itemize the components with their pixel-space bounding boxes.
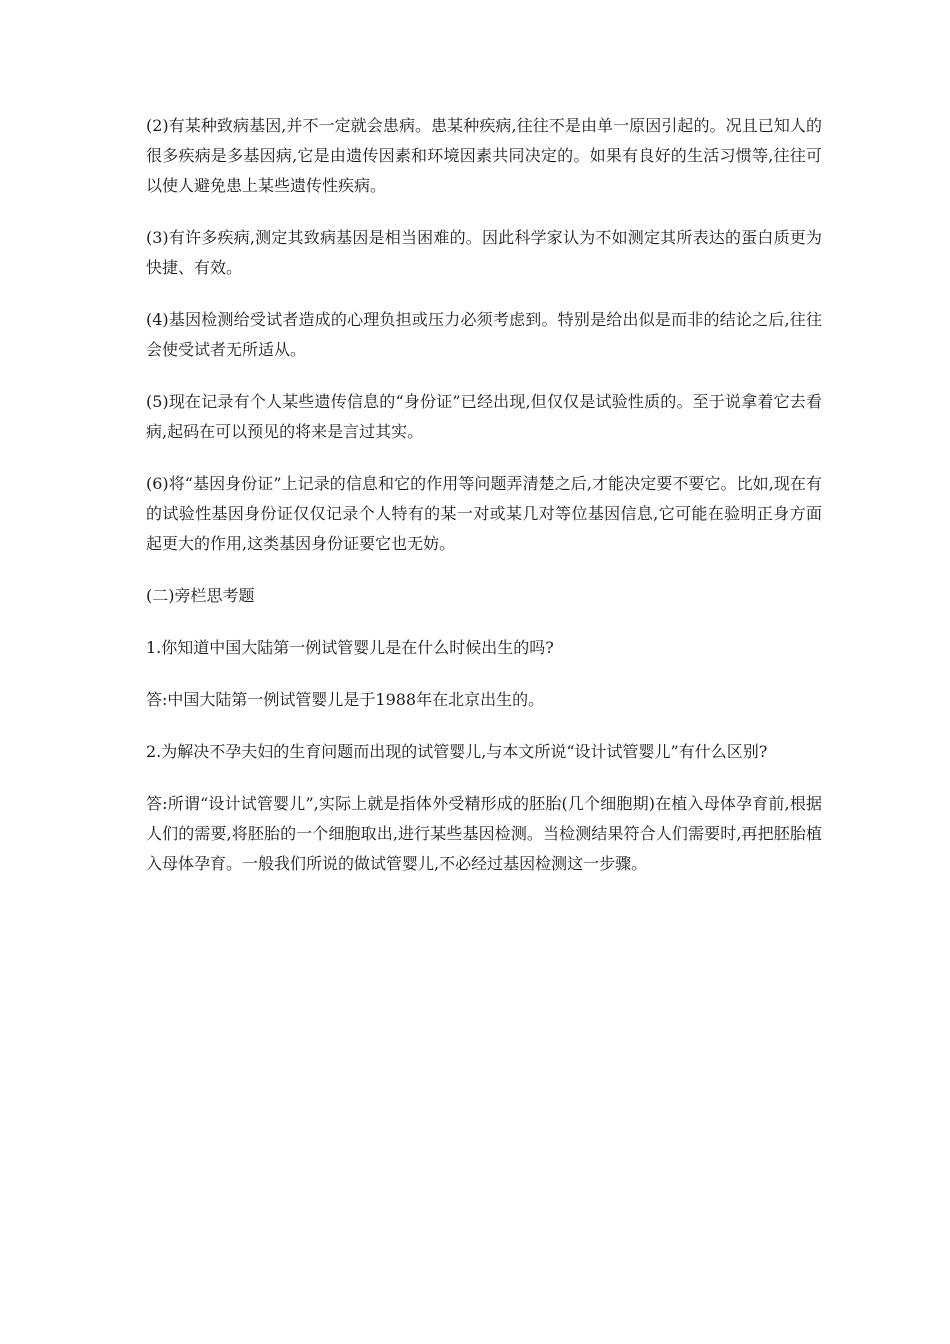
paragraph-point-6: (6)将“基因身份证”上记录的信息和它的作用等问题弄清楚之后,才能决定要不要它。比如,现在有的试验性基因身份证仅仅记录个人特有的某一对或某几对等位基因信息,它可能在验明正身方面起更大的作用,这类基因身份证要它也无妨。 [146, 474, 822, 553]
question-1: 1.你知道中国大陆第一例试管婴儿是在什么时候出生的吗? [146, 638, 554, 657]
answer-1: 答:中国大陆第一例试管婴儿是于1988年在北京出生的。 [146, 690, 545, 709]
document-body [146, 111, 822, 901]
section-heading: (二)旁栏思考题 [146, 586, 255, 605]
paragraph-point-2: (2)有某种致病基因,并不一定就会患病。患某种疾病,往往不是由单一原因引起的。况且已知人的很多疾病是多基因病,它是由遗传因素和环境因素共同决定的。如果有良好的生活习惯等,往往可以使人避免患上某些遗传性疾病。 [146, 116, 822, 195]
paragraph-point-5: (5)现在记录有个人某些遗传信息的“身份证”已经出现,但仅仅是试验性质的。至于说拿着它去看病,起码在可以预见的将来是言过其实。 [146, 392, 822, 441]
answer-2: 答:所谓“设计试管婴儿”,实际上就是指体外受精形成的胚胎(几个细胞期)在植入母体孕育前,根据人们的需要,将胚胎的一个细胞取出,进行某些基因检测。当检测结果符合人们需要时,再把胚胎植入母体孕育。一般我们所说的做试管婴儿,不必经过基因检测这一步骤。 [146, 794, 822, 873]
question-2: 2.为解决不孕夫妇的生育问题而出现的试管婴儿,与本文所说“设计试管婴儿”有什么区别? [146, 742, 768, 761]
paragraph-point-3: (3)有许多疾病,测定其致病基因是相当困难的。因此科学家认为不如测定其所表达的蛋白质更为快捷、有效。 [146, 228, 822, 277]
paragraph-point-4: (4)基因检测给受试者造成的心理负担或压力必须考虑到。特别是给出似是而非的结论之后,往往会使受试者无所适从。 [146, 310, 822, 359]
